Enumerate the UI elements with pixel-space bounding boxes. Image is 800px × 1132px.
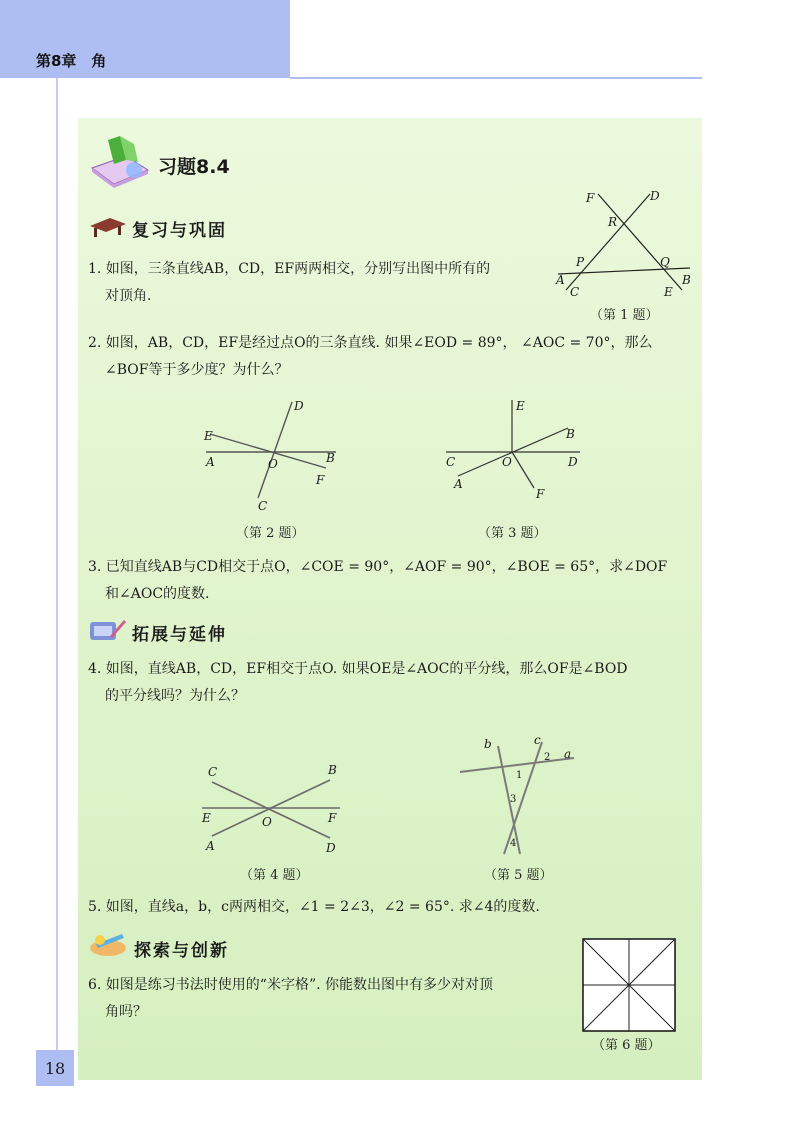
caption-figure-4: （第 4 题） [240, 868, 309, 883]
question-1-line-2: 对顶角. [105, 288, 152, 304]
fig1-label-d: D [650, 189, 660, 203]
caption-figure-2: （第 2 题） [236, 526, 305, 541]
question-6 [88, 972, 568, 1026]
figure-3 [440, 396, 590, 506]
fig4-label-b: B [328, 763, 337, 777]
fig3-label-f: F [536, 487, 545, 501]
question-6-line-2: 角吗？ [105, 1004, 147, 1020]
fig4-line-cd [212, 782, 330, 838]
fig1-line-cd [566, 194, 650, 290]
fig4-label-o: O [262, 815, 272, 829]
fig1-label-p: P [576, 255, 585, 269]
exercise-book-icon [86, 134, 152, 190]
fig1-label-f: F [586, 191, 595, 205]
question-4-line-1: 4. 如图，直线AB，CD，EF相交于点O. 如果OE是∠AOC的平分线，那么OF是∠BOD [88, 661, 628, 677]
fig2-label-b: B [326, 451, 335, 465]
question-1-line-1: 1. 如图，三条直线AB，CD，EF两两相交，分别写出图中所有的 [88, 261, 491, 277]
fig3-line-of [512, 452, 534, 488]
fig1-label-e: E [664, 285, 673, 299]
fig5-angle-2: 2 [544, 752, 551, 763]
question-4 [88, 656, 698, 710]
fig5-label-c: c [534, 733, 541, 747]
fig1-label-q: Q [660, 255, 670, 269]
fig1-label-c: C [570, 285, 580, 299]
fig4-label-f: F [328, 811, 337, 825]
question-2 [88, 330, 698, 384]
caption-figure-6: （第 6 题） [592, 1038, 661, 1053]
fig2-label-o: O [268, 457, 278, 471]
fig3-label-a: A [454, 477, 463, 491]
fig2-label-f: F [316, 473, 325, 487]
figure-5 [456, 732, 586, 862]
question-5-line-1: 5. 如图，直线a，b，c两两相交，∠1 = 2∠3，∠2 = 65°. 求∠4的度数. [88, 899, 540, 915]
figure-4 [196, 760, 346, 860]
figure-1 [550, 186, 700, 306]
figure-6 [582, 938, 676, 1032]
fig2-label-d: D [294, 399, 304, 413]
fig3-label-e: E [516, 399, 525, 413]
page-number: 18 [36, 1050, 74, 1086]
chapter-title: 第8章 角 [36, 52, 107, 70]
caption-figure-1: （第 1 题） [590, 308, 659, 323]
ruler-icon [88, 616, 128, 644]
fig2-label-e: E [204, 429, 213, 443]
fig4-label-c: C [208, 765, 218, 779]
question-5 [88, 894, 698, 921]
fig4-label-a: A [206, 839, 215, 853]
pencil-book-icon [88, 930, 130, 958]
fig5-angle-4: 4 [510, 838, 517, 849]
fig5-angle-1: 1 [516, 770, 523, 781]
fig5-label-b: b [484, 737, 492, 751]
question-6-line-1: 6. 如图是练习书法时使用的“米字格”. 你能数出图中有多少对对顶 [88, 977, 494, 993]
fig3-label-d: D [568, 455, 578, 469]
fig2-label-c: C [258, 499, 268, 513]
section-explore: 探索与创新 [134, 941, 229, 961]
fig3-label-b: B [566, 427, 575, 441]
question-2-line-1: 2. 如图，AB，CD，EF是经过点O的三条直线. 如果∠EOD = 89°， ∠AOC = 70°，那么 [88, 335, 653, 351]
section-extend: 拓展与延伸 [132, 625, 227, 645]
fig1-label-r: R [608, 215, 618, 229]
fig1-label-b: B [682, 273, 691, 287]
fig4-label-e: E [202, 811, 211, 825]
question-4-line-2: 的平分线吗？为什么？ [105, 688, 245, 704]
exercise-title: 习题8.4 [158, 156, 230, 178]
header-rule [290, 77, 702, 79]
question-3-line-1: 3. 已知直线AB与CD相交于点O，∠COE = 90°，∠AOF = 90°，∠BOE = 65°，求∠DOF [88, 559, 668, 575]
section-review: 复习与巩固 [132, 221, 227, 241]
fig3-label-o: O [502, 455, 512, 469]
question-1 [88, 256, 548, 310]
caption-figure-5: （第 5 题） [484, 868, 553, 883]
fig1-label-a: A [556, 273, 565, 287]
question-2-line-2: ∠BOF等于多少度？为什么？ [105, 362, 289, 378]
fig4-label-d: D [326, 841, 336, 855]
fig5-angle-3: 3 [510, 794, 517, 805]
caption-figure-3: （第 3 题） [478, 526, 547, 541]
fig3-label-c: C [446, 455, 456, 469]
fig1-line-ef [598, 194, 682, 290]
fig5-label-a: a [564, 747, 572, 761]
desk-icon [88, 214, 128, 238]
figure-2 [200, 396, 350, 516]
fig2-label-a: A [206, 455, 215, 469]
question-3-line-2: 和∠AOC的度数. [105, 586, 210, 602]
side-rule [56, 78, 58, 1078]
question-3 [88, 554, 698, 608]
